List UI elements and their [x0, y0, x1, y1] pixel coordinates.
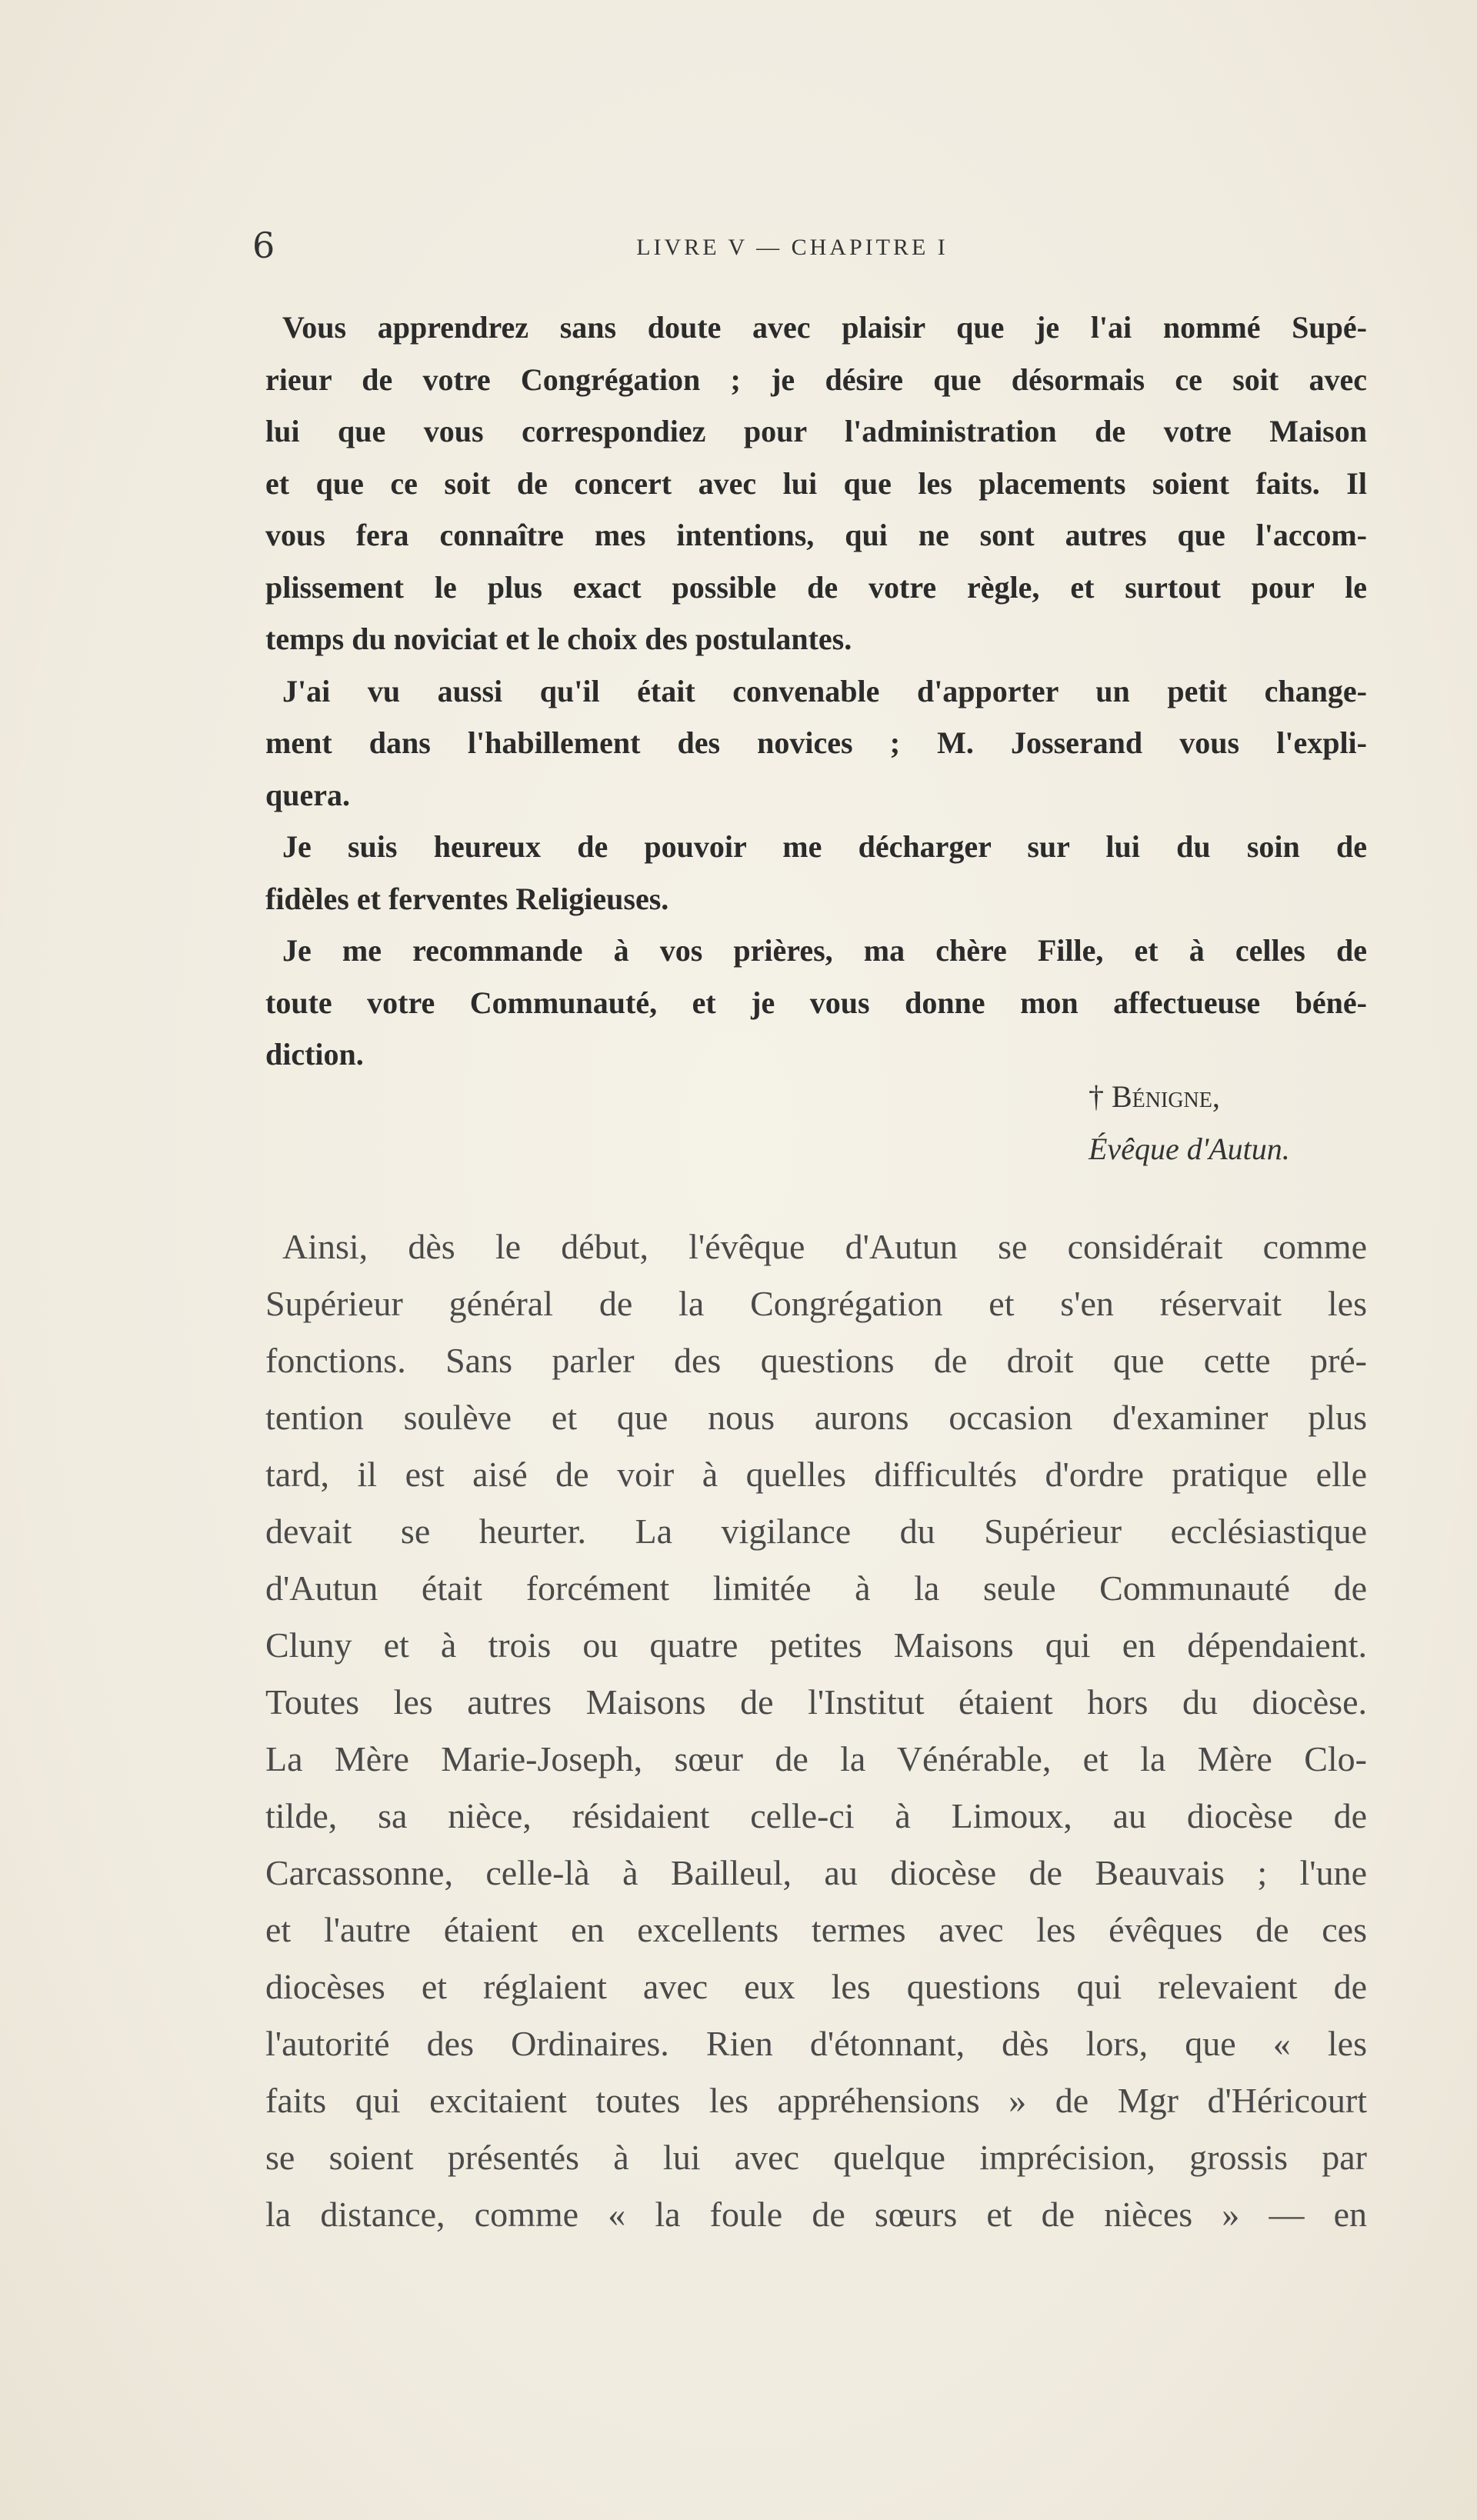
body-line: faits qui excitaient toutes les appréhensions » de Mgr d'Héricourt — [265, 2081, 1367, 2120]
body-line: diocèses et réglaient avec eux les questions qui relevaient de — [265, 1967, 1367, 2006]
letter-line: rieur de votre Congrégation ; je désire que désormais ce soit avec — [265, 362, 1367, 397]
body-line: la distance, comme « la foule de sœurs et de nièces » — en — [265, 2195, 1367, 2234]
signature-title: Évêque d'Autun. — [1089, 1132, 1290, 1166]
body-line: se soient présentés à lui avec quelque imprécision, grossis par — [265, 2138, 1367, 2177]
page-number: 6 — [252, 225, 275, 266]
signature-name: † Bénigne, — [1089, 1079, 1220, 1114]
letter-line: J'ai vu aussi qu'il était convenable d'apporter un petit change- — [282, 673, 1367, 708]
body-line: d'Autun était forcément limitée à la seule Communauté de — [265, 1568, 1367, 1608]
body-line: Ainsi, dès le début, l'évêque d'Autun se considérait comme — [282, 1227, 1367, 1266]
letter-line: Je suis heureux de pouvoir me décharger sur lui du soin de — [282, 829, 1367, 864]
body-line: devait se heurter. La vigilance du Supérieur ecclésiastique — [265, 1512, 1367, 1551]
letter-line: ment dans l'habillement des novices ; M. Josserand vous l'expli- — [265, 725, 1367, 760]
running-head: LIVRE V — CHAPITRE I — [636, 235, 949, 260]
letter-line: fidèles et ferventes Religieuses. — [265, 881, 669, 916]
body-line: Carcassonne, celle-là à Bailleul, au diocèse de Beauvais ; l'une — [265, 1853, 1367, 1892]
body-line: La Mère Marie-Joseph, sœur de la Vénérable, et la Mère Clo- — [265, 1739, 1367, 1778]
body-line: l'autorité des Ordinaires. Rien d'étonnant, dès lors, que « les — [265, 2024, 1367, 2063]
body-line: fonctions. Sans parler des questions de droit que cette pré- — [265, 1341, 1367, 1380]
letter-line: Je me recommande à vos prières, ma chère Fille, et à celles de — [282, 933, 1367, 968]
letter-line: temps du noviciat et le choix des postulantes. — [265, 622, 852, 656]
body-line: tention soulève et que nous aurons occasion d'examiner plus — [265, 1398, 1367, 1437]
letter-line: diction. — [265, 1037, 364, 1072]
body-line: Toutes les autres Maisons de l'Institut étaient hors du diocèse. — [265, 1682, 1367, 1722]
letter-line: quera. — [265, 777, 350, 812]
letter-line: toute votre Communauté, et je vous donne mon affectueuse béné- — [265, 985, 1367, 1020]
letter-line: et que ce soit de concert avec lui que les placements soient faits. Il — [265, 465, 1367, 501]
body-line: et l'autre étaient en excellents termes avec les évêques de ces — [265, 1910, 1367, 1949]
letter-line: lui que vous correspondiez pour l'administration de votre Maison — [265, 414, 1367, 448]
body-line: Supérieur général de la Congrégation et s'en réservait les — [265, 1284, 1367, 1323]
letter-line: Vous apprendrez sans doute avec plaisir que je l'ai nommé Supé- — [282, 310, 1367, 345]
letter-line: vous fera connaître mes intentions, qui ne sont autres que l'accom- — [265, 518, 1367, 552]
letter-line: plissement le plus exact possible de votre règle, et surtout pour le — [265, 569, 1367, 605]
body-line: Cluny et à trois ou quatre petites Maisons qui en dépendaient. — [265, 1625, 1367, 1665]
body-line: tilde, sa nièce, résidaient celle-ci à Limoux, au diocèse de — [265, 1796, 1367, 1835]
body-line: tard, il est aisé de voir à quelles difficultés d'ordre pratique elle — [265, 1455, 1367, 1494]
body-paragraph — [265, 1218, 1367, 2243]
quoted-letter — [265, 302, 1367, 1081]
